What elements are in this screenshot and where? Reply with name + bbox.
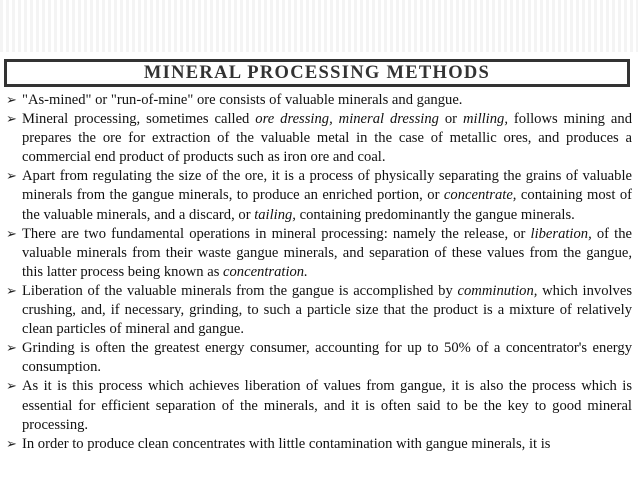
- title-box: [4, 59, 630, 87]
- bullet-text: Mineral processing, sometimes called: [22, 111, 256, 128]
- bullet-text: or: [438, 111, 463, 128]
- bullet-text: which involves crushing, and, if necessary, grinding, to such a particle size that the product is a mixture of relatively clean particles of mineral and gangue.: [22, 282, 632, 338]
- bullet-text: containing most of the valuable minerals, and a discard, or: [22, 187, 633, 223]
- bullet-item: [6, 377, 632, 434]
- bullet-item: [6, 435, 632, 454]
- slide-title: MINERAL PROCESSING METHODS: [143, 62, 491, 83]
- italic-term: ore dressing, mineral dressing: [255, 111, 439, 128]
- bullet-text: follows mining and prepares the ore for extraction of the valuable metal in the case of metallic ores, and produces a commercial end product of products such as iron ore and coal.: [22, 111, 632, 166]
- arrow-bullet-icon: ➢: [6, 379, 17, 395]
- arrow-bullet-icon: ➢: [6, 436, 17, 452]
- bullet-text: containing predominantly the gangue minerals.: [295, 206, 575, 223]
- arrow-bullet-icon: ➢: [6, 283, 17, 299]
- bullet-text: "As-mined" or "run-of-mine" ore consists of valuable minerals and gangue.: [22, 92, 463, 108]
- arrow-bullet-icon: ➢: [6, 112, 17, 128]
- italic-term: tailing,: [254, 206, 296, 223]
- bullet-item: [6, 91, 632, 110]
- italic-term: comminution,: [457, 282, 538, 299]
- italic-term: milling,: [462, 111, 508, 128]
- arrow-bullet-icon: ➢: [6, 226, 17, 242]
- italic-term: concentration.: [223, 263, 308, 280]
- bullet-item: [6, 110, 632, 167]
- bullet-item: [6, 339, 632, 377]
- bullet-text: There are two fundamental operations in mineral processing: namely the release, or: [22, 225, 531, 242]
- header-stripes: [0, 0, 638, 52]
- bullet-list: [6, 91, 632, 454]
- arrow-bullet-icon: ➢: [6, 341, 17, 357]
- italic-term: liberation,: [530, 225, 592, 242]
- bullet-item: [6, 167, 632, 224]
- bullet-text: Grinding is often the greatest energy consumer, accounting for up to 50% of a concentrator's energy consumption.: [22, 340, 632, 376]
- bullet-text: of the valuable minerals from their waste gangue minerals, and separation of these values from the gangue, this latter process being known as: [22, 225, 632, 280]
- arrow-bullet-icon: ➢: [6, 169, 17, 185]
- arrow-bullet-icon: ➢: [6, 93, 17, 108]
- bullet-item: [6, 282, 632, 339]
- bullet-text: As it is this process which achieves liberation of values from gangue, it is also the process which is essential for efficient separation of the minerals, and it is often said to be the key to good mineral processing.: [22, 378, 632, 433]
- bullet-item: [6, 225, 632, 282]
- bullet-text: Liberation of the valuable minerals from the gangue is accomplished by: [22, 282, 458, 299]
- bullet-text: In order to produce clean concentrates with little contamination with gangue minerals, it is: [22, 435, 551, 452]
- italic-term: concentrate,: [443, 187, 517, 204]
- bullet-text: Apart from regulating the size of the ore, it is a process of physically separating the grains of valuable minerals from the gangue minerals, to produce an enriched portion, or: [22, 168, 632, 204]
